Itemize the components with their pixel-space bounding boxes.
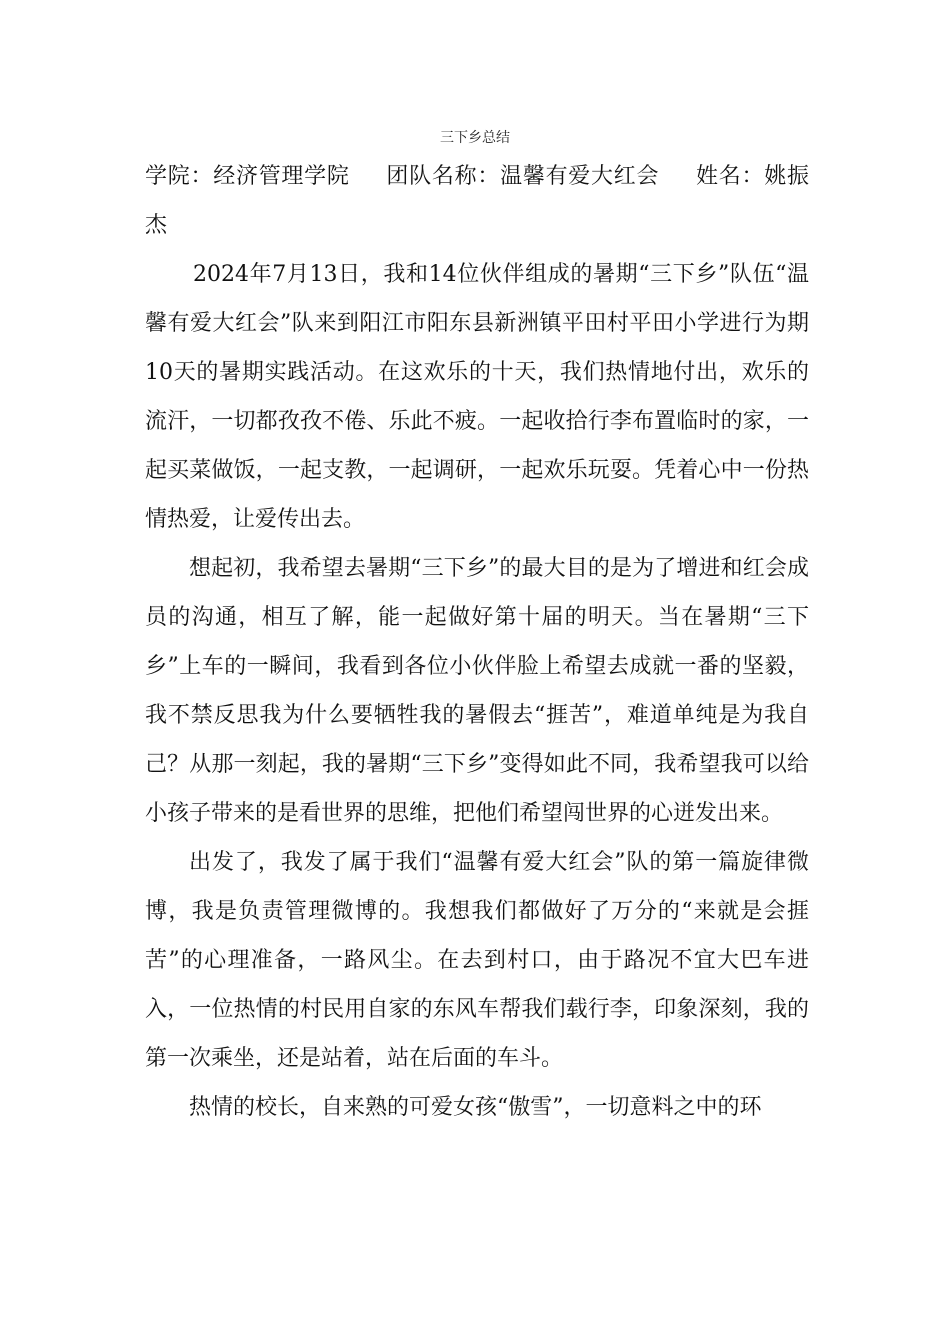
document-title: 三下乡总结 bbox=[440, 130, 510, 146]
author-info-line bbox=[145, 152, 809, 250]
paragraph-3: 出发了，我发了属于我们“温馨有爱大红会”队的第一篇旋律微博，我是负责管理微博的。我想我们都做好了万分的“来就是会捱苦”的心理准备，一路风尘。在去到村口，由于路况不宜大巴车进入，一位热情的村民用自家的东风车帮我们载行李，印象深刻，我的第一次乘坐，还是站着，站在后面的车斗。 bbox=[145, 850, 809, 1071]
college-label: 学院：经济管理学院 bbox=[145, 164, 350, 189]
team-label: 团队名称：温馨有爱大红会 bbox=[385, 164, 660, 189]
paragraph-1: 2024年7月13日，我和14位伙伴组成的暑期“三下乡”队伍“温馨有爱大红会”队来到阳江市阳东县新洲镇平田村平田小学进行为期10天的暑期实践活动。在这欢乐的十天，我们热情地付出，欢乐的流汗，一切都孜孜不倦、乐此不疲。一起收拾行李布置临时的家，一起买菜做饭，一起支教，一起调研，一起欢乐玩耍。凭着心中一份热情热爱，让爱传出去。 bbox=[145, 262, 809, 532]
document-body bbox=[145, 152, 809, 1132]
paragraph-4: 热情的校长，自来熟的可爱女孩“傲雪”，一切意料之中的环 bbox=[189, 1095, 762, 1120]
paragraph-2: 想起初，我希望去暑期“三下乡”的最大目的是为了增进和红会成员的沟通，相互了解，能一起做好第十届的明天。当在暑期“三下乡”上车的一瞬间，我看到各位小伙伴脸上希望去成就一番的坚毅，我不禁反思我为什么要牺牲我的暑假去“捱苦”，难道单纯是为我自己？从那一刻起，我的暑期“三下乡”变得如此不同，我希望我可以给小孩子带来的是看世界的思维，把他们希望闯世界的心迸发出来。 bbox=[145, 556, 809, 826]
author-name-label: 姓名：姚振杰 bbox=[145, 164, 809, 238]
